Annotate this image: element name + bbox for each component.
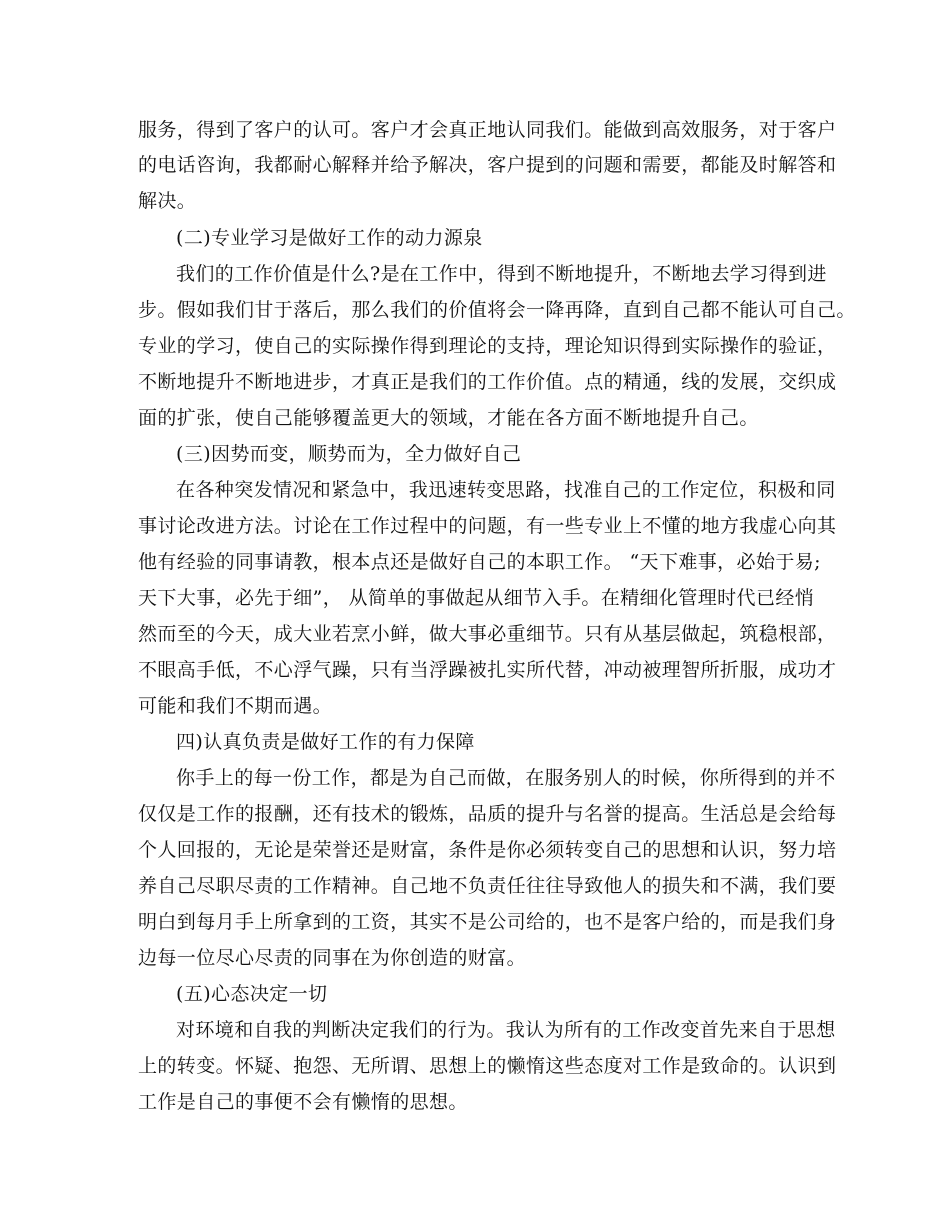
body-text-line: 工作是自己的事便不会有懒惰的思想。 xyxy=(138,1091,468,1113)
body-text-line: 仅仅是工作的报酬，还有技术的锻炼，品质的提升与名誉的提高。生活总是会给每 xyxy=(138,803,837,825)
section-heading: (三)因势而变，顺势而为，全力做好自己 xyxy=(176,443,522,465)
body-text-line: 你手上的每一份工作，都是为自己而做，在服务别人的时候，你所得到的并不 xyxy=(176,767,836,789)
body-text-line: 然而至的今天，成大业若烹小鲜，做大事必重细节。只有从基层做起，筑稳根部， xyxy=(138,623,837,645)
section-heading: (二)专业学习是做好工作的动力源泉 xyxy=(176,227,483,249)
body-text-line: 养自己尽职尽责的工作精神。自己地不负责任往往导致他人的损失和不满，我们要 xyxy=(138,875,837,897)
body-text-line: 服务，得到了客户的认可。客户才会真正地认同我们。能做到高效服务，对于客户 xyxy=(138,119,837,141)
body-text-line: 天下大事，必先于细”， 从简单的事做起从细节入手。在精细化管理时代已经悄 xyxy=(138,587,815,609)
body-text-line: 步。假如我们甘于落后，那么我们的价值将会一降再降，直到自己都不能认可自己。 xyxy=(138,299,856,321)
body-text-line: 对环境和自我的判断决定我们的行为。我认为所有的工作改变首先来自于思想 xyxy=(176,1019,836,1041)
body-text-line: 在各种突发情况和紧急中，我迅速转变思路，找准自己的工作定位，积极和同 xyxy=(176,479,836,501)
body-text-line: 事讨论改进方法。讨论在工作过程中的问题，有一些专业上不懂的地方我虚心向其 xyxy=(138,515,837,537)
body-text-line: 解决。 xyxy=(138,190,197,212)
body-text-line: 边每一位尽心尽责的同事在为你创造的财富。 xyxy=(138,947,527,969)
body-text-line: 明白到每月手上所拿到的工资，其实不是公司给的，也不是客户给的，而是我们身 xyxy=(138,911,837,933)
body-text-line: 专业的学习，使自己的实际操作得到理论的支持，理论知识得到实际操作的验证， xyxy=(138,335,837,357)
body-text-line: 个人回报的，无论是荣誉还是财富，条件是你必须转变自己的思想和认识，努力培 xyxy=(138,839,837,861)
body-text-line: 上的转变。怀疑、抱怨、无所谓、思想上的懒惰这些态度对工作是致命的。认识到 xyxy=(138,1055,837,1077)
body-text-line: 不眼高手低，不心浮气躁，只有当浮躁被扎实所代替，冲动被理智所折服，成功才 xyxy=(138,659,837,681)
body-text-line: 面的扩张，使自己能够覆盖更大的领域，才能在各方面不断地提升自己。 xyxy=(138,407,759,429)
body-text-line: 可能和我们不期而遇。 xyxy=(138,695,333,717)
section-heading: (五)心态决定一切 xyxy=(176,983,328,1005)
body-text-line: 我们的工作价值是什么?是在工作中，得到不断地提升，不断地去学习得到进 xyxy=(176,263,827,285)
body-text-line: 他有经验的同事请教，根本点还是做好自己的本职工作。 “天下难事，必始于易; xyxy=(138,551,821,573)
body-text-line: 的电话咨询，我都耐心解释并给予解决，客户提到的问题和需要，都能及时解答和 xyxy=(138,154,837,176)
section-heading: 四)认真负责是做好工作的有力保障 xyxy=(176,731,475,753)
body-text-line: 不断地提升不断地进步，才真正是我们的工作价值。点的精通，线的发展，交织成 xyxy=(138,371,837,393)
